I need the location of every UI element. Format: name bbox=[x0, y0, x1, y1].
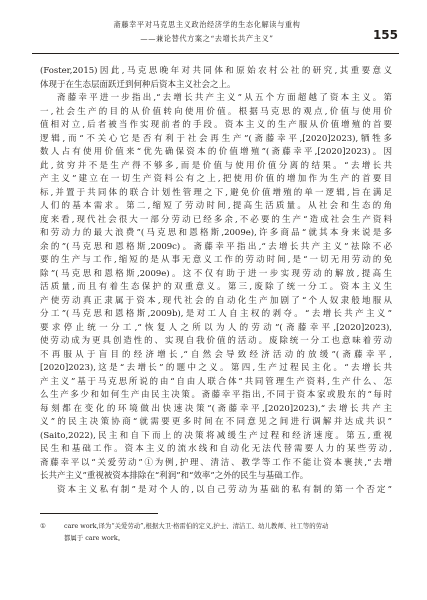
body-line: 义”的民主决策协商“就需要更多时间在不同意见之间进行调解并达成共识” bbox=[40, 417, 392, 427]
body-line: 数人占有使用价值来“优先确保资本的价值增殖”(斋藤幸平,[2020]2023)。因 bbox=[40, 147, 392, 157]
running-subtitle: ——兼论替代方案之“去增长共产主义” bbox=[140, 34, 274, 43]
body-line: 分工”(马克思和恩格斯,2009b),是对工人自主权的剥夺。“去增长共产主义” bbox=[40, 309, 392, 319]
footnote bbox=[40, 520, 392, 544]
body-line: 除”(马克思和恩格斯,2009e)。这不仅有助于进一步实现劳动的解放,提高生 bbox=[40, 268, 392, 279]
body-line: 要求停止统一分工,“恢复人之所以为人的劳动”(斋藤幸平,[2020]2023), bbox=[40, 322, 392, 333]
body-line: 么生产多少和如何生产由民主决策。斋藤幸平指出,不同于资本家或股东的“每时 bbox=[40, 390, 392, 400]
running-title: 斋藤幸平对马克思主义政治经济学的生态化解读与重构 bbox=[113, 20, 301, 29]
body-line: 和劳动力的最大浪费”(马克思和恩格斯,2009e),许多商品“就其本身来说是多 bbox=[40, 228, 392, 238]
body-line: (Saito,2022),民主和自下而上的决策将减缓生产过程和经济速度。第五,重视 bbox=[40, 430, 392, 441]
body-line: 使劳动成为更具创造性的、实现自我价值的活动。废除统一分工也意味着劳动 bbox=[40, 336, 392, 346]
body-line: 资本主义私有制”是对个人的,以自己劳动为基础的私有制的第一个否定” bbox=[57, 484, 392, 495]
body-line: 产主义”建立在一切生产资料公有之上,把使用价值的增加作为生产的首要目 bbox=[40, 174, 392, 184]
body-line: 要的生产与工作,缩短的是从事无意义工作的劳动时间,是“一切无用劳动的免 bbox=[40, 255, 392, 265]
body-line: 斋藤幸平以“关爱劳动”①为例,护理、清洁、教学等工作不能让资本裹挟,“去增 bbox=[40, 457, 392, 468]
body-line: 余的”(马克思和恩格斯,2009c)。斋藤幸平指出,“去增长共产主义”祛除不必 bbox=[40, 241, 392, 252]
page-number: 155 bbox=[372, 28, 398, 42]
body-line: (Foster,2015)因此,马克思晚年对共同体和原始农村公社的研究,其重要意义 bbox=[40, 66, 392, 76]
footnote-rule bbox=[40, 513, 158, 514]
body-line: 产使劳动真正隶属于资本,现代社会的自动化生产加剧了“个人奴隶般地服从 bbox=[40, 295, 392, 306]
body-line: 人们的基本需求。第二,缩短了劳动时间,提高生活质量。从社会和生态的角 bbox=[40, 201, 392, 211]
body-line: 逻辑,而“不关心它是否有利于社会再生产”(斋藤幸平,[2020]2023),牺牲多 bbox=[40, 133, 392, 144]
body-line: 此,贫穷并不是生产得不够多,而是价值与使用价值分离的结果。“去增长共 bbox=[40, 160, 392, 171]
body-line: 活质量,而且有着生态保护的双重意义。第三,废除了统一分工。资本主义生 bbox=[40, 282, 392, 292]
body-line: 不再服从于盲目的经济增长,“自然会导致经济活动的放缓”(斋藤幸平, bbox=[40, 349, 392, 360]
body-line: 一,社会生产的目的从价值转向使用价值。根据马克思的观点,价值与使用价 bbox=[40, 106, 392, 117]
footnote-text: care work,译为“关爱劳动”,根据大卫·格雷伯的定义,护士、清洁工、幼儿教师、社工等的劳动 bbox=[64, 522, 329, 530]
body-line: 斋藤幸平进一步指出,“去增长共产主义”从五个方面超越了资本主义。第 bbox=[57, 93, 392, 103]
body-line: 度来看,现代社会很大一部分劳动已经多余,不必要的生产“造成社会生产资料 bbox=[40, 214, 392, 225]
body-text bbox=[40, 65, 392, 497]
running-header bbox=[0, 20, 427, 54]
body-line: 标,并置于共同体的联合计划性管理之下,避免价值增殖的单一逻辑,旨在满足 bbox=[40, 187, 392, 198]
footnote-marker: ① bbox=[40, 522, 46, 530]
header-rule bbox=[32, 53, 399, 54]
body-line: 长共产主义”重视被资本排除在“利润”和“效率”之外的民生与基础工作。 bbox=[40, 471, 309, 481]
body-line: 每刻都在变化的环境做出快速决策”(斋藤幸平,[2020]2023),“去增长共产主 bbox=[40, 403, 392, 414]
footnote-text: 都属于 care work。 bbox=[64, 534, 125, 542]
body-line: 值相对立,后者被当作实现前者的手段。资本主义的生产服从价值增殖的首要 bbox=[40, 120, 392, 130]
body-line: 民生和基础工作。资本主义的流水线和自动化无法代替需要人力的某些劳动, bbox=[40, 444, 392, 454]
body-line: 产主义”基于马克思所说的由“自由人联合体”共同管理生产资料,生产什么、怎 bbox=[40, 376, 392, 387]
footnote-line bbox=[40, 520, 392, 532]
body-line: 体现于在生态层面跃迁到何种后资本主义社会之上。 bbox=[40, 79, 236, 90]
body-line: [2020]2023),这是“去增长”的题中之义。第四,生产过程民主化。“去增长共 bbox=[40, 363, 392, 373]
footnote-line bbox=[40, 532, 392, 544]
